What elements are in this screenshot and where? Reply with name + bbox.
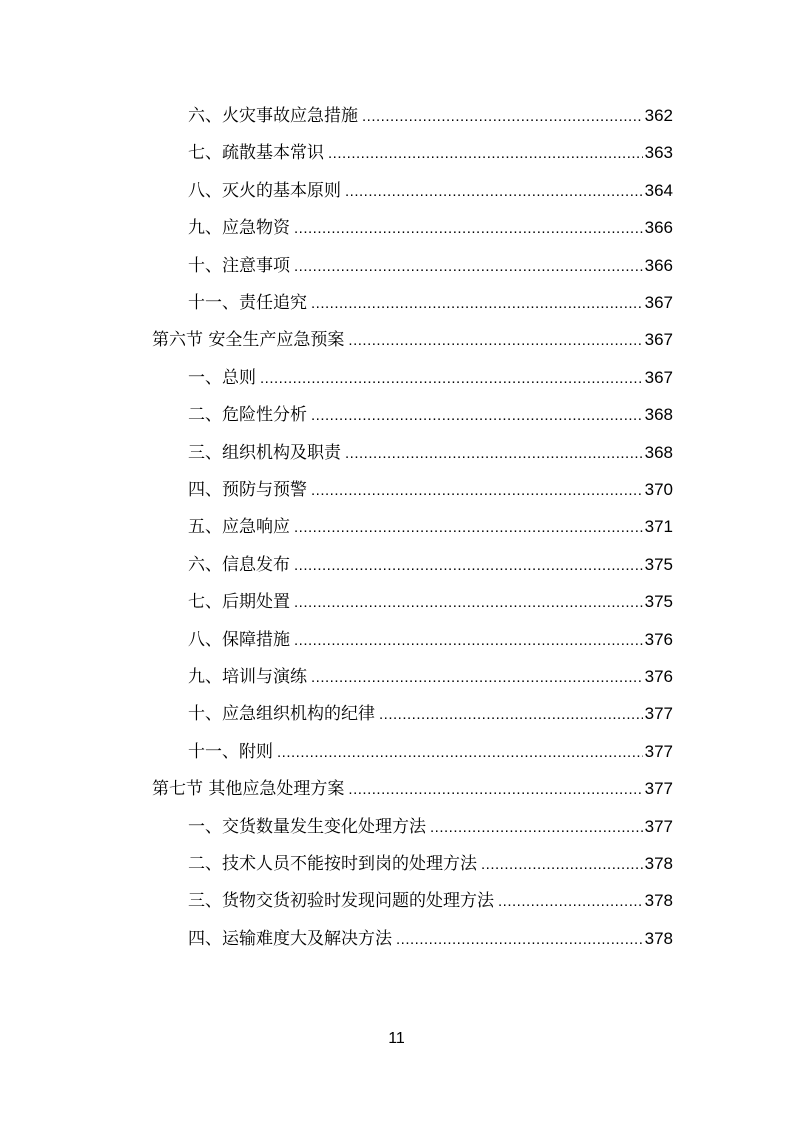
- toc-entry-page: 371: [644, 517, 673, 536]
- toc-entry-page: 363: [644, 143, 673, 162]
- toc-dot-leader: [345, 439, 643, 469]
- toc-entry-title: 四、运输难度大及解决方法: [188, 929, 392, 949]
- toc-entry-page: 368: [644, 405, 673, 424]
- toc-entry-title: 七、疏散基本常识: [188, 143, 324, 163]
- toc-entry-page: 377: [644, 817, 673, 836]
- toc-entry[interactable]: [188, 587, 673, 617]
- toc-entry[interactable]: [188, 886, 673, 916]
- toc-entry-page: 368: [644, 443, 673, 462]
- toc-entry-page: 367: [644, 368, 673, 387]
- toc-entry-title: 第七节 其他应急处理方案: [152, 779, 345, 799]
- toc-entry[interactable]: [188, 363, 673, 393]
- toc-entry-page: 378: [644, 891, 673, 910]
- toc-entry-page: 366: [644, 256, 673, 275]
- toc-entry[interactable]: [188, 288, 673, 318]
- toc-entry[interactable]: [188, 625, 673, 655]
- toc-entry[interactable]: [188, 400, 673, 430]
- toc-entry-page: 367: [644, 330, 673, 349]
- toc-dot-leader: [294, 252, 643, 282]
- toc-entry-title: 十、注意事项: [188, 256, 290, 276]
- toc-entry-page: 362: [644, 106, 673, 125]
- toc-entry[interactable]: [188, 550, 673, 580]
- toc-dot-leader: [294, 551, 643, 581]
- toc-entry[interactable]: [188, 213, 673, 243]
- toc-entry-page: 375: [644, 555, 673, 574]
- toc-entry-title: 十一、附则: [188, 742, 273, 762]
- toc-entry[interactable]: [188, 812, 673, 842]
- toc-entry[interactable]: [188, 438, 673, 468]
- toc-entry-page: 370: [644, 480, 673, 499]
- toc-entry[interactable]: [188, 176, 673, 206]
- toc-entry-title: 十一、责任追究: [188, 293, 307, 313]
- toc-entry-title: 三、组织机构及职责: [188, 443, 341, 463]
- toc-entry-page: 375: [644, 592, 673, 611]
- toc-entry[interactable]: [188, 849, 673, 879]
- toc-dot-leader: [277, 738, 643, 768]
- toc-dot-leader: [294, 626, 643, 656]
- toc-dot-leader: [498, 887, 643, 917]
- toc-entry-title: 四、预防与预警: [188, 480, 307, 500]
- toc-entry-page: 378: [644, 929, 673, 948]
- toc-section-entry[interactable]: [152, 325, 673, 355]
- toc-entry-page: 376: [644, 630, 673, 649]
- toc-entry-page: 377: [644, 742, 673, 761]
- toc-entry-title: 一、总则: [188, 368, 256, 388]
- toc-entry-title: 五、应急响应: [188, 517, 290, 537]
- toc-dot-leader: [481, 850, 643, 880]
- toc-entry-title: 二、危险性分析: [188, 405, 307, 425]
- toc-dot-leader: [311, 663, 643, 693]
- toc-dot-leader: [348, 326, 642, 356]
- toc-entry[interactable]: [188, 475, 673, 505]
- toc-entry-title: 六、火灾事故应急措施: [188, 106, 358, 126]
- toc-entry-title: 八、灭火的基本原则: [188, 181, 341, 201]
- toc-entry[interactable]: [188, 924, 673, 954]
- toc-entry-title: 十、应急组织机构的纪律: [188, 704, 375, 724]
- toc-dot-leader: [345, 177, 643, 207]
- toc-dot-leader: [294, 513, 643, 543]
- toc-entry[interactable]: [188, 699, 673, 729]
- toc-entry-title: 六、信息发布: [188, 555, 290, 575]
- toc-dot-leader: [260, 364, 643, 394]
- toc-dot-leader: [311, 289, 643, 319]
- toc-entry-title: 一、交货数量发生变化处理方法: [188, 817, 426, 837]
- toc-entry-title: 九、培训与演练: [188, 667, 307, 687]
- toc-entry[interactable]: [188, 101, 673, 131]
- toc-entry-title: 七、后期处置: [188, 592, 290, 612]
- toc-entry[interactable]: [188, 662, 673, 692]
- toc-entry-page: 378: [644, 854, 673, 873]
- toc-dot-leader: [362, 102, 643, 132]
- toc-entry-page: 366: [644, 218, 673, 237]
- toc-entry-title: 八、保障措施: [188, 630, 290, 650]
- toc-dot-leader: [430, 813, 643, 843]
- toc-entry[interactable]: [188, 251, 673, 281]
- toc-entry-title: 三、货物交货初验时发现问题的处理方法: [188, 891, 494, 911]
- toc-dot-leader: [348, 775, 642, 805]
- toc-dot-leader: [328, 139, 643, 169]
- toc-dot-leader: [311, 476, 643, 506]
- toc-entry-title: 第六节 安全生产应急预案: [152, 330, 345, 350]
- toc-entry-title: 九、应急物资: [188, 218, 290, 238]
- page-number: 11: [388, 1030, 405, 1047]
- toc-entry-page: 377: [644, 704, 673, 723]
- toc-entry-title: 二、技术人员不能按时到岗的处理方法: [188, 854, 477, 874]
- toc-entry-page: 377: [644, 779, 673, 798]
- toc-entry-page: 376: [644, 667, 673, 686]
- toc-entry-page: 364: [644, 181, 673, 200]
- toc-section-entry[interactable]: [152, 774, 673, 804]
- toc-dot-leader: [294, 214, 643, 244]
- toc-dot-leader: [379, 700, 643, 730]
- toc-dot-leader: [396, 925, 643, 955]
- toc-dot-leader: [311, 401, 643, 431]
- toc-dot-leader: [294, 588, 643, 618]
- toc-entry[interactable]: [188, 512, 673, 542]
- toc-entry[interactable]: [188, 737, 673, 767]
- toc-entry[interactable]: [188, 138, 673, 168]
- toc-entry-page: 367: [644, 293, 673, 312]
